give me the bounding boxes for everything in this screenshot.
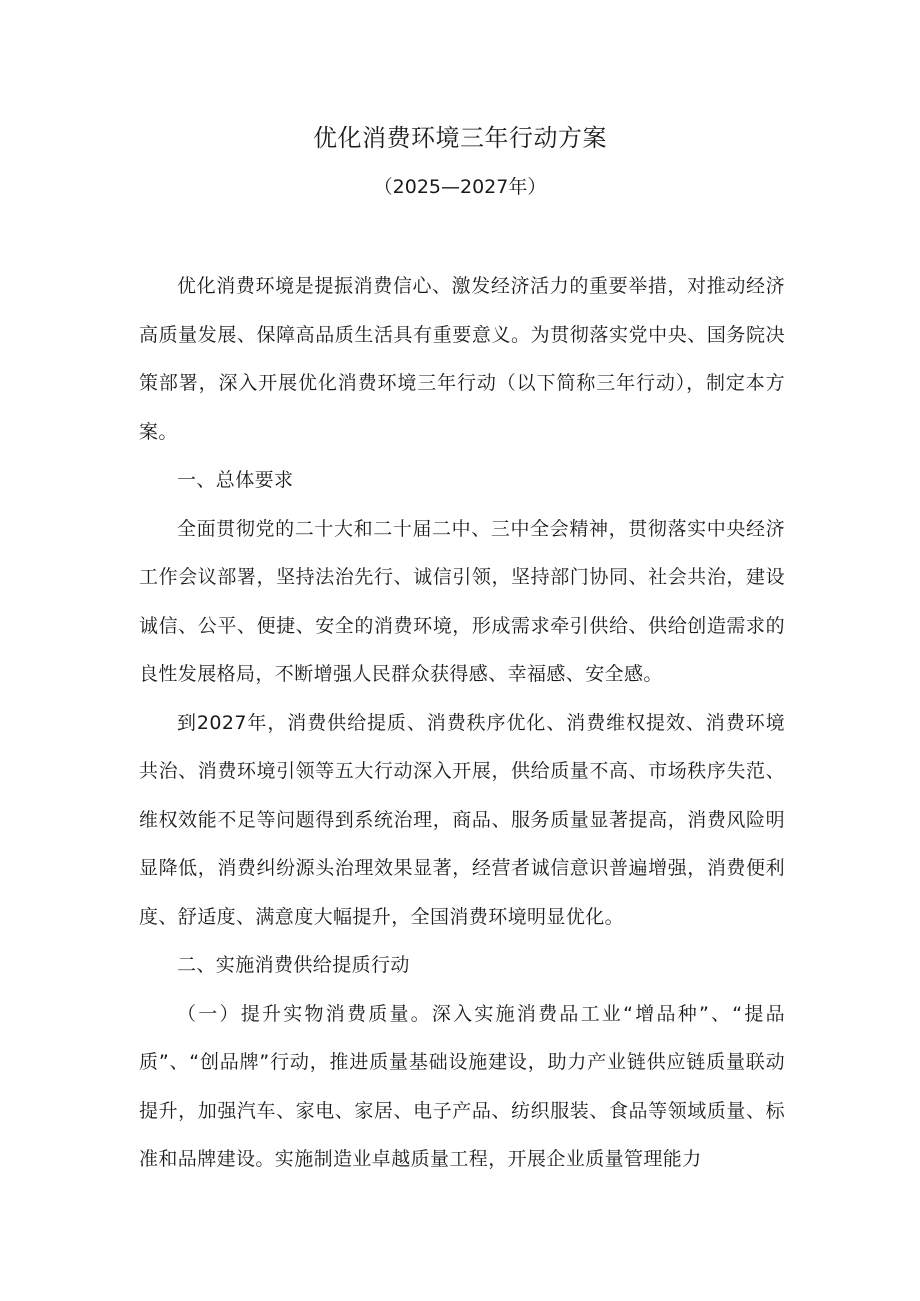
paragraph-2027-goals: 到2027年，消费供给提质、消费秩序优化、消费维权提效、消费环境共治、消费环境引领等五大行动深入开展，供给质量不高、市场秩序失范、维权效能不足等问题得到系统治理，商品、服务质量显著提高，消费风险明显降低，消费纠纷源头治理效果显著，经营者诚信意识普遍增强，消费便利度、舒适度、满意度大幅提升，全国消费环境明显优化。	[139, 711, 785, 928]
section-heading-supply-quality-action: 二、实施消费供给提质行动	[177, 954, 410, 976]
paragraph-physical-consumption-quality: （一）提升实物消费质量。深入实施消费品工业“增品种”、“提品质”、“创品牌”行动，推进质量基础设施建设，助力产业链供应链质量联动提升，加强汽车、家电、家居、电子产品、纺织服装、食品等领域质量、标准和品牌建设。实施制造业卓越质量工程，开展企业质量管理能力	[139, 1002, 786, 1170]
paragraph-guiding-principles: 全面贯彻党的二十大和二十届二中、三中全会精神，贯彻落实中央经济工作会议部署，坚持法治先行、诚信引领，坚持部门协同、社会共治，建设诚信、公平、便捷、安全的消费环境，形成需求牵引供给、供给创造需求的良性发展格局，不断增强人民群众获得感、幸福感、安全感。	[139, 517, 785, 685]
document-subtitle: （2025—2027年）	[373, 176, 547, 198]
document-title: 优化消费环境三年行动方案	[313, 124, 607, 152]
section-heading-general-requirements: 一、总体要求	[177, 469, 294, 491]
document-body	[139, 262, 785, 1184]
paragraph-intro: 优化消费环境是提振消费信心、激发经济活力的重要举措，对推动经济高质量发展、保障高品质生活具有重要意义。为贯彻落实党中央、国务院决策部署，深入开展优化消费环境三年行动（以下简称三年行动），制定本方案。	[139, 275, 785, 443]
